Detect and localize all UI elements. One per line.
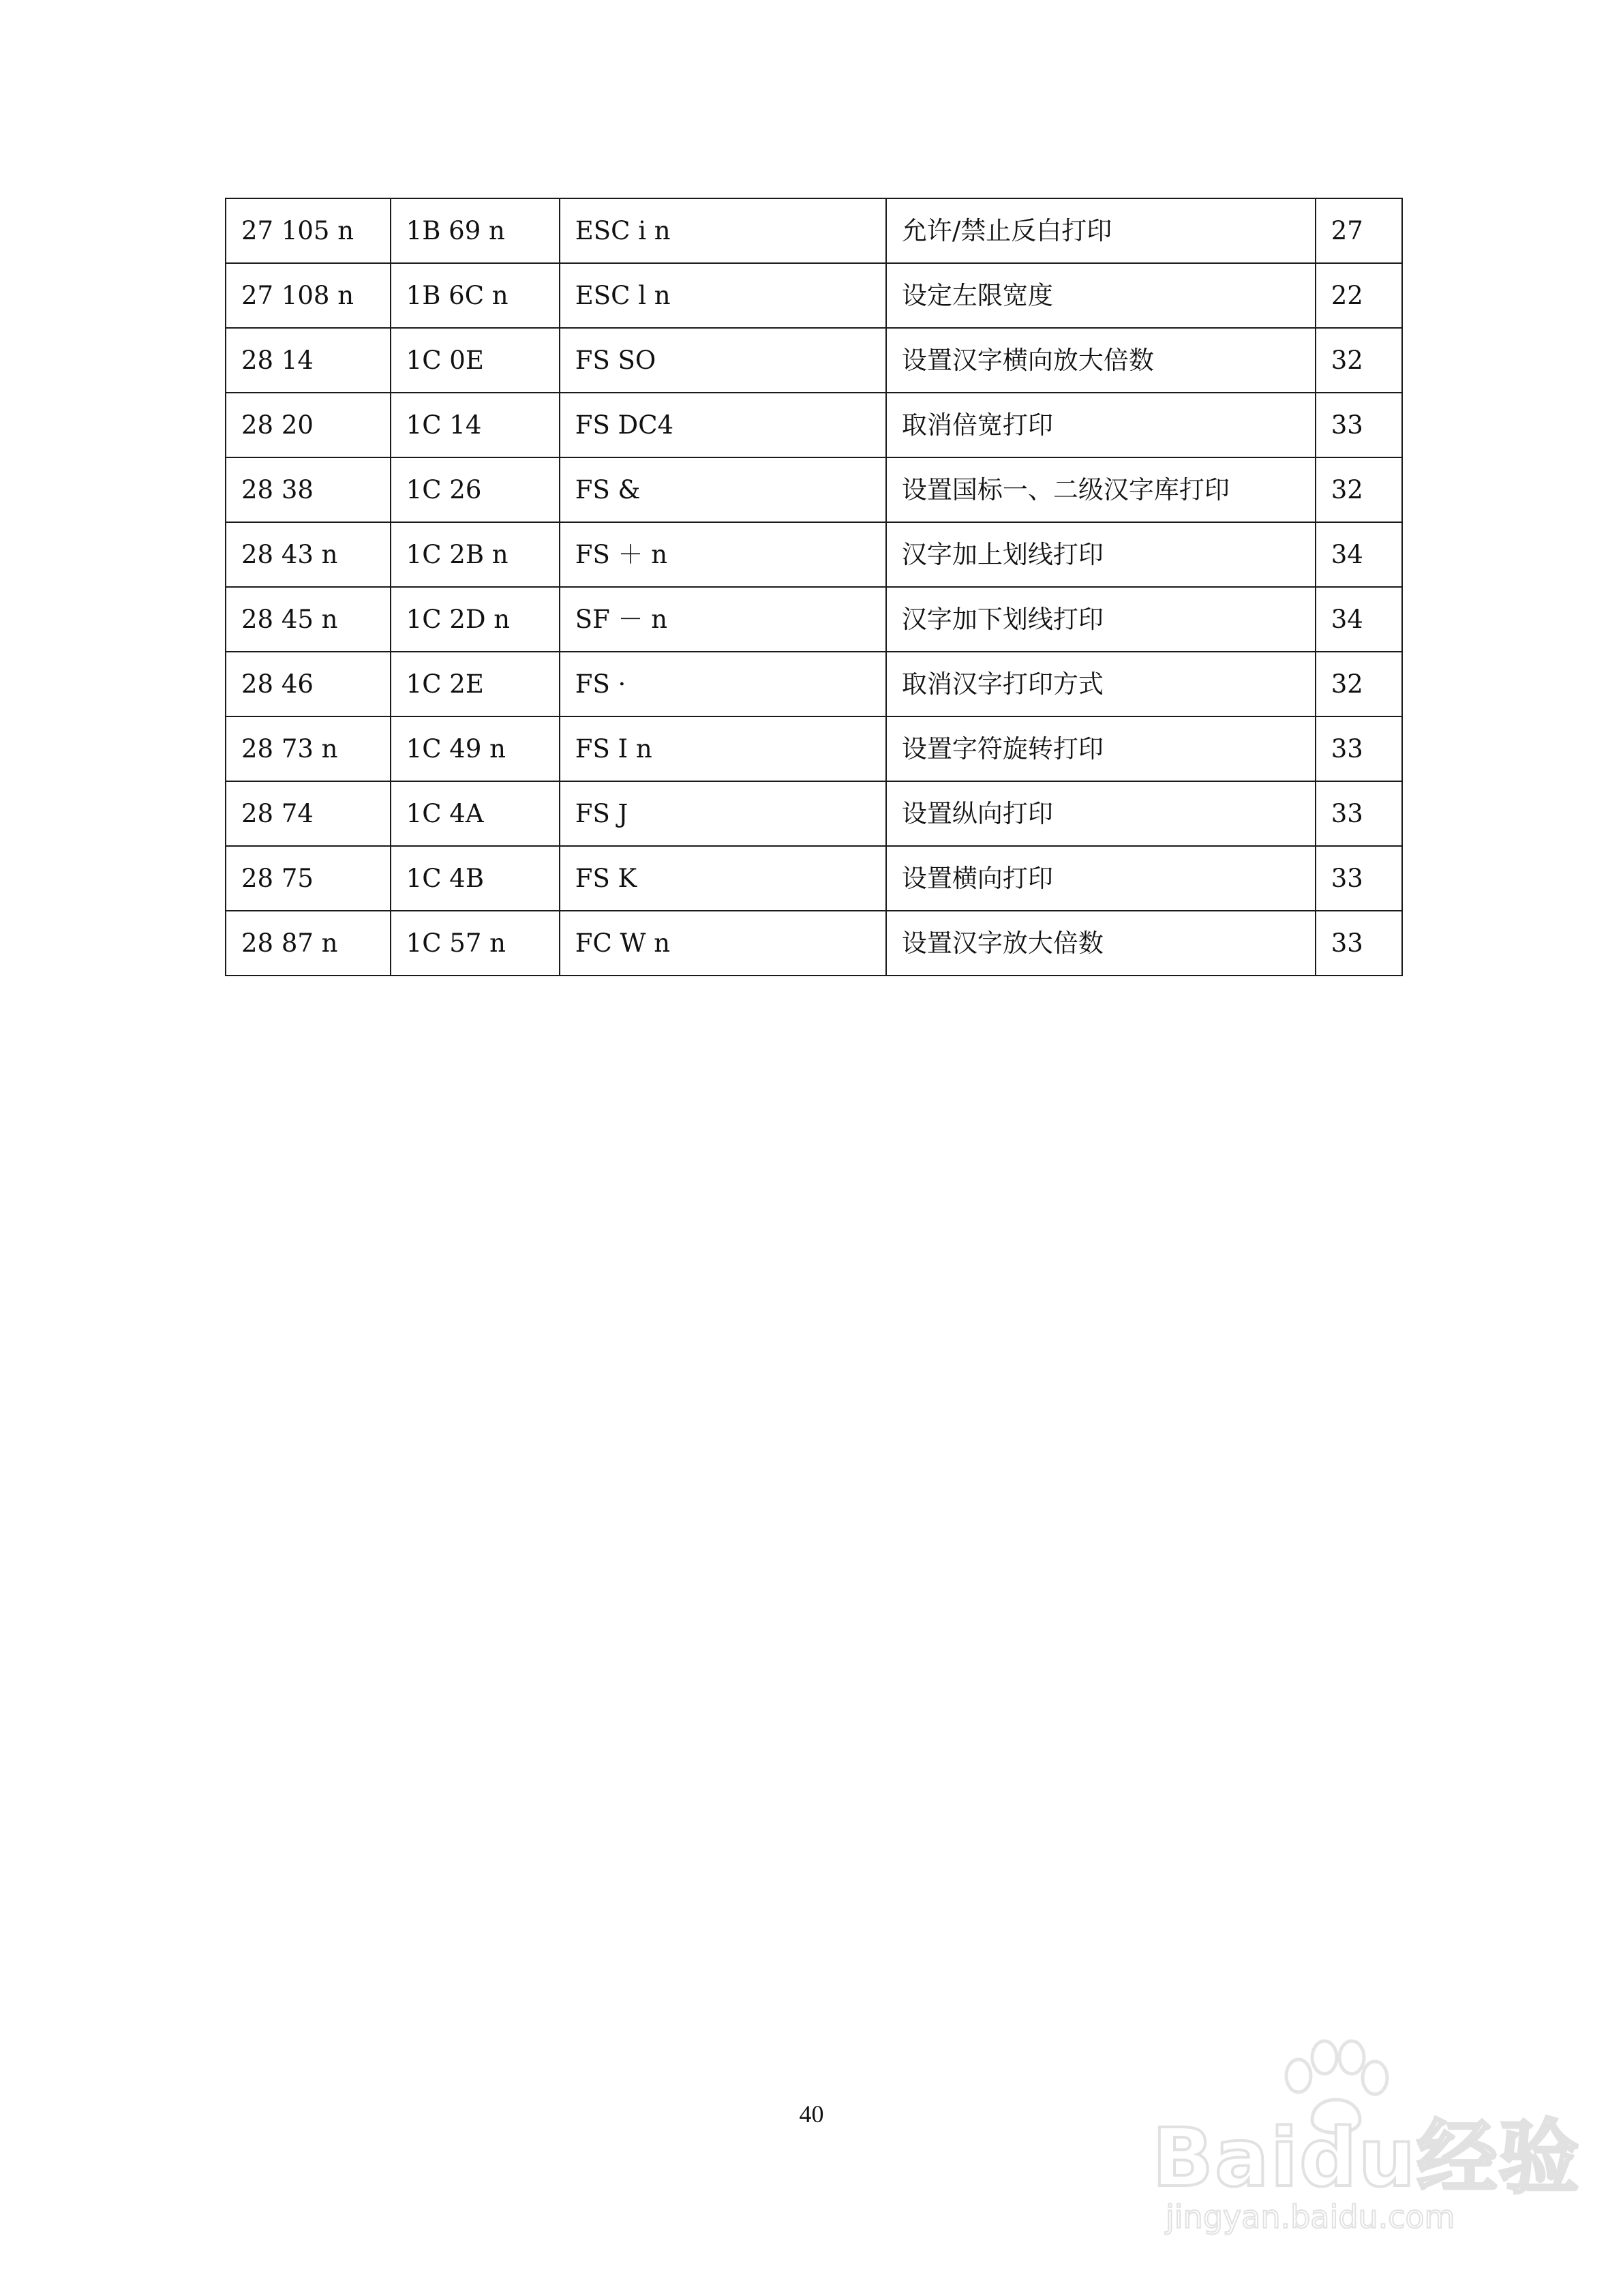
hex-code-cell: 1B 69 n (391, 198, 560, 263)
reference-page-cell: 32 (1316, 328, 1402, 393)
watermark-logo-text: Baidu经验 (1152, 2111, 1581, 2205)
decimal-code-cell: 28 43 n (226, 522, 391, 587)
table-row (226, 522, 1402, 587)
table-row (226, 652, 1402, 716)
ascii-command-cell: FC W n (560, 911, 886, 976)
ascii-command-cell: FS K (560, 846, 886, 911)
hex-code-cell: 1C 57 n (391, 911, 560, 976)
command-table-body (226, 198, 1402, 976)
table-row (226, 911, 1402, 976)
decimal-code-cell: 28 14 (226, 328, 391, 393)
hex-code-cell: 1C 0E (391, 328, 560, 393)
table-row (226, 716, 1402, 781)
decimal-code-cell: 28 45 n (226, 587, 391, 652)
reference-page-cell: 33 (1316, 846, 1402, 911)
ascii-command-cell: FS & (560, 457, 886, 522)
watermark-url: jingyan.baidu.com (1166, 2199, 1455, 2235)
table-row (226, 846, 1402, 911)
reference-page-cell: 33 (1316, 781, 1402, 846)
ascii-command-cell: FS SO (560, 328, 886, 393)
table-row (226, 263, 1402, 328)
ascii-command-cell: FS J (560, 781, 886, 846)
function-description-cell: 设置国标一、二级汉字库打印 (886, 457, 1316, 522)
hex-code-cell: 1C 2D n (391, 587, 560, 652)
hex-code-cell: 1C 2E (391, 652, 560, 716)
hex-code-cell: 1C 2B n (391, 522, 560, 587)
table-row (226, 328, 1402, 393)
function-description-cell: 取消汉字打印方式 (886, 652, 1316, 716)
command-table (225, 198, 1403, 976)
table-row (226, 781, 1402, 846)
decimal-code-cell: 27 108 n (226, 263, 391, 328)
ascii-command-cell: ESC i n (560, 198, 886, 263)
function-description-cell: 设定左限宽度 (886, 263, 1316, 328)
table-row (226, 457, 1402, 522)
decimal-code-cell: 28 20 (226, 393, 391, 457)
table-row (226, 393, 1402, 457)
function-description-cell: 允许/禁止反白打印 (886, 198, 1316, 263)
decimal-code-cell: 28 87 n (226, 911, 391, 976)
function-description-cell: 取消倍宽打印 (886, 393, 1316, 457)
reference-page-cell: 27 (1316, 198, 1402, 263)
table-row (226, 587, 1402, 652)
function-description-cell: 设置汉字横向放大倍数 (886, 328, 1316, 393)
reference-page-cell: 33 (1316, 393, 1402, 457)
table-row (226, 198, 1402, 263)
function-description-cell: 汉字加下划线打印 (886, 587, 1316, 652)
ascii-command-cell: FS · (560, 652, 886, 716)
decimal-code-cell: 28 38 (226, 457, 391, 522)
page-number: 40 (799, 2100, 824, 2128)
hex-code-cell: 1C 4B (391, 846, 560, 911)
reference-page-cell: 33 (1316, 716, 1402, 781)
reference-page-cell: 32 (1316, 457, 1402, 522)
ascii-command-cell: ESC l n (560, 263, 886, 328)
function-description-cell: 设置字符旋转打印 (886, 716, 1316, 781)
reference-page-cell: 22 (1316, 263, 1402, 328)
reference-page-cell: 34 (1316, 522, 1402, 587)
decimal-code-cell: 27 105 n (226, 198, 391, 263)
ascii-command-cell: FS ＋ n (560, 522, 886, 587)
hex-code-cell: 1B 6C n (391, 263, 560, 328)
hex-code-cell: 1C 26 (391, 457, 560, 522)
ascii-command-cell: FS I n (560, 716, 886, 781)
function-description-cell: 设置汉字放大倍数 (886, 911, 1316, 976)
hex-code-cell: 1C 49 n (391, 716, 560, 781)
decimal-code-cell: 28 74 (226, 781, 391, 846)
baidu-jingyan-watermark (1152, 2038, 1581, 2235)
hex-code-cell: 1C 14 (391, 393, 560, 457)
decimal-code-cell: 28 73 n (226, 716, 391, 781)
decimal-code-cell: 28 46 (226, 652, 391, 716)
reference-page-cell: 32 (1316, 652, 1402, 716)
ascii-command-cell: FS DC4 (560, 393, 886, 457)
function-description-cell: 汉字加上划线打印 (886, 522, 1316, 587)
ascii-command-cell: SF － n (560, 587, 886, 652)
hex-code-cell: 1C 4A (391, 781, 560, 846)
reference-page-cell: 33 (1316, 911, 1402, 976)
function-description-cell: 设置纵向打印 (886, 781, 1316, 846)
function-description-cell: 设置横向打印 (886, 846, 1316, 911)
reference-page-cell: 34 (1316, 587, 1402, 652)
decimal-code-cell: 28 75 (226, 846, 391, 911)
